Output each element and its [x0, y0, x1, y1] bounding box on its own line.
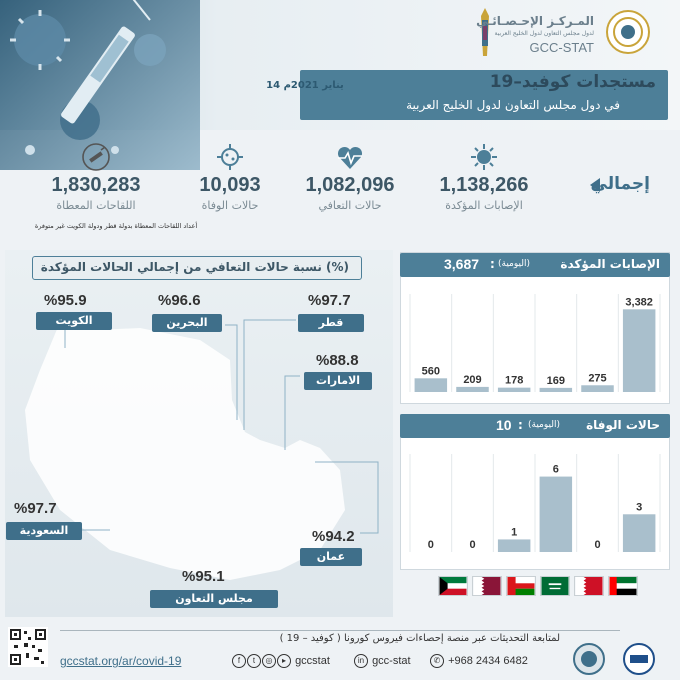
- page-subtitle: في دول مجلس التعاون لدول الخليج العربية: [406, 98, 620, 112]
- map-title: نسبة حالات التعافي من إجمالي الحالات المؤكدة (%): [40, 260, 349, 274]
- pct-bahrain: %96.6: [158, 292, 201, 309]
- deaths-daily-total: 10: [496, 417, 512, 433]
- bar-5: [415, 378, 448, 392]
- total-confirmed: [414, 142, 554, 212]
- bar-value-label: 560: [421, 365, 441, 378]
- totals-label: إجمالي: [590, 174, 650, 194]
- country-label-kuwait: الكويت: [36, 312, 112, 330]
- follow-text: لمتابعة التحديثات عبر منصة إحصاءات فيروس كورونا ( كوفيد – 19 ): [279, 633, 560, 644]
- total-vaccines-label: اللقاحات المعطاة: [56, 199, 136, 212]
- qr-code-icon[interactable]: [8, 627, 48, 667]
- confirmed-daily-total: 3,687: [444, 256, 480, 272]
- gcc-stat-logo-block: [470, 6, 650, 66]
- bar-value-label: 3: [636, 501, 643, 514]
- bar-2: [540, 388, 573, 392]
- leader-qatar: [244, 320, 296, 430]
- pct-gcc: %95.1: [182, 568, 225, 585]
- pct-qatar: %97.7: [308, 292, 351, 309]
- country-label-qatar: قطر: [298, 314, 364, 332]
- country-label-gcc: مجلس التعاون: [150, 590, 278, 608]
- pct-saudi: %97.7: [14, 500, 57, 517]
- gcc-region-shape: [25, 320, 345, 580]
- whatsapp-link[interactable]: [430, 654, 528, 668]
- deaths-chart-label: حالات الوفاة: [586, 418, 660, 432]
- vaccine-icon: [81, 142, 111, 172]
- deaths-bar-chart: [400, 438, 670, 570]
- social-handle[interactable]: gccstat: [295, 654, 330, 667]
- covid-dashboard-link[interactable]: gccstat.org/ar/covid-19: [60, 654, 182, 668]
- footer-divider: [60, 630, 620, 631]
- total-deaths-value: 10,093: [199, 174, 261, 196]
- instagram-icon[interactable]: ◎: [262, 654, 276, 668]
- bar-value-label: 169: [546, 374, 566, 387]
- virus-icon: [469, 142, 499, 172]
- total-deaths: [160, 142, 300, 212]
- heartbeat-icon: [335, 142, 365, 172]
- saudi-flag-icon: [540, 576, 570, 596]
- country-label-uae: الامارات: [304, 372, 372, 390]
- deaths-colon: :: [518, 418, 523, 432]
- bar-0: [623, 309, 656, 392]
- bar-value-label: 275: [588, 372, 607, 385]
- page-title: مستجدات كوفيد–19: [489, 72, 656, 92]
- phone-number: +968 2434 6482: [448, 654, 528, 667]
- bar-3: [498, 539, 530, 552]
- bar-value-label: 6: [552, 463, 559, 476]
- confirmed-daily-label: (اليومية): [498, 259, 531, 269]
- certification-seal-icon: [572, 642, 606, 676]
- bar-2: [540, 477, 573, 552]
- bar-1: [581, 385, 614, 392]
- org-name-en: GCC-STAT: [529, 40, 594, 55]
- total-vaccines-value: 1,830,283: [51, 174, 141, 196]
- confirmed-colon: :: [490, 257, 495, 271]
- total-confirmed-label: الإصابات المؤكدة: [445, 199, 523, 212]
- deaths-chart-title: [400, 414, 670, 438]
- org-sub-ar: لدول مجلس التعاون لدول الخليج العربية: [494, 30, 594, 37]
- bar-value-label: 0: [469, 539, 476, 551]
- confirmed-chart-title: [400, 253, 670, 277]
- bar-0: [623, 514, 656, 552]
- deaths-daily-label: (اليومية): [528, 420, 561, 430]
- pct-oman: %94.2: [312, 528, 355, 545]
- linkedin-link[interactable]: [354, 654, 411, 668]
- country-label-oman: عمان: [300, 548, 362, 566]
- oman-flag-icon: [506, 576, 536, 596]
- pct-kuwait: %95.9: [44, 292, 87, 309]
- bar-value-label: 178: [504, 374, 524, 387]
- total-deaths-label: حالات الوفاة: [201, 199, 259, 212]
- bar-3: [498, 388, 530, 392]
- whatsapp-icon: ✆: [430, 654, 444, 668]
- bar-4: [456, 387, 489, 392]
- total-recovered-label: حالات التعافي: [318, 199, 382, 212]
- kuwait-flag-icon: [438, 576, 468, 596]
- bahrain-flag-icon: [574, 576, 604, 596]
- total-recovered-value: 1,082,096: [305, 174, 395, 196]
- virus-outline-icon: [215, 142, 245, 172]
- leader-uae: [285, 376, 300, 450]
- tuv-seal-icon: [622, 642, 656, 676]
- total-confirmed-value: 1,138,266: [439, 174, 529, 196]
- youtube-icon[interactable]: ▸: [277, 654, 291, 668]
- country-label-saudi: السعودية: [6, 522, 82, 540]
- country-label-bahrain: البحرين: [152, 314, 222, 332]
- bar-value-label: 0: [594, 539, 601, 551]
- twitter-icon[interactable]: t: [247, 654, 261, 668]
- bar-value-label: 3,382: [625, 296, 653, 309]
- pct-uae: %88.8: [316, 352, 359, 369]
- org-name-ar: المـركـز الإحـصـائـي: [476, 14, 594, 28]
- report-date: 14 يناير 2021م: [266, 80, 344, 91]
- vaccine-note: أعداد اللقاحات المعطاة بدولة قطر ودولة الكويت غير متوفرة: [34, 222, 198, 230]
- linkedin-icon: in: [354, 654, 368, 668]
- social-links: [232, 654, 330, 668]
- gcc-emblem-icon: [606, 10, 650, 54]
- confirmed-bar-chart: [400, 278, 670, 404]
- total-vaccines: [26, 142, 166, 212]
- linkedin-handle: gcc-stat: [372, 654, 411, 667]
- map-title-box: [32, 256, 362, 280]
- facebook-icon[interactable]: f: [232, 654, 246, 668]
- bar-value-label: 1: [511, 526, 518, 539]
- confirmed-chart-label: الإصابات المؤكدة: [560, 257, 660, 271]
- qatar-flag-icon: [472, 576, 502, 596]
- bar-value-label: 209: [463, 373, 482, 386]
- uae-flag-icon: [608, 576, 638, 596]
- bar-value-label: 0: [427, 539, 434, 551]
- total-recovered: [280, 142, 420, 212]
